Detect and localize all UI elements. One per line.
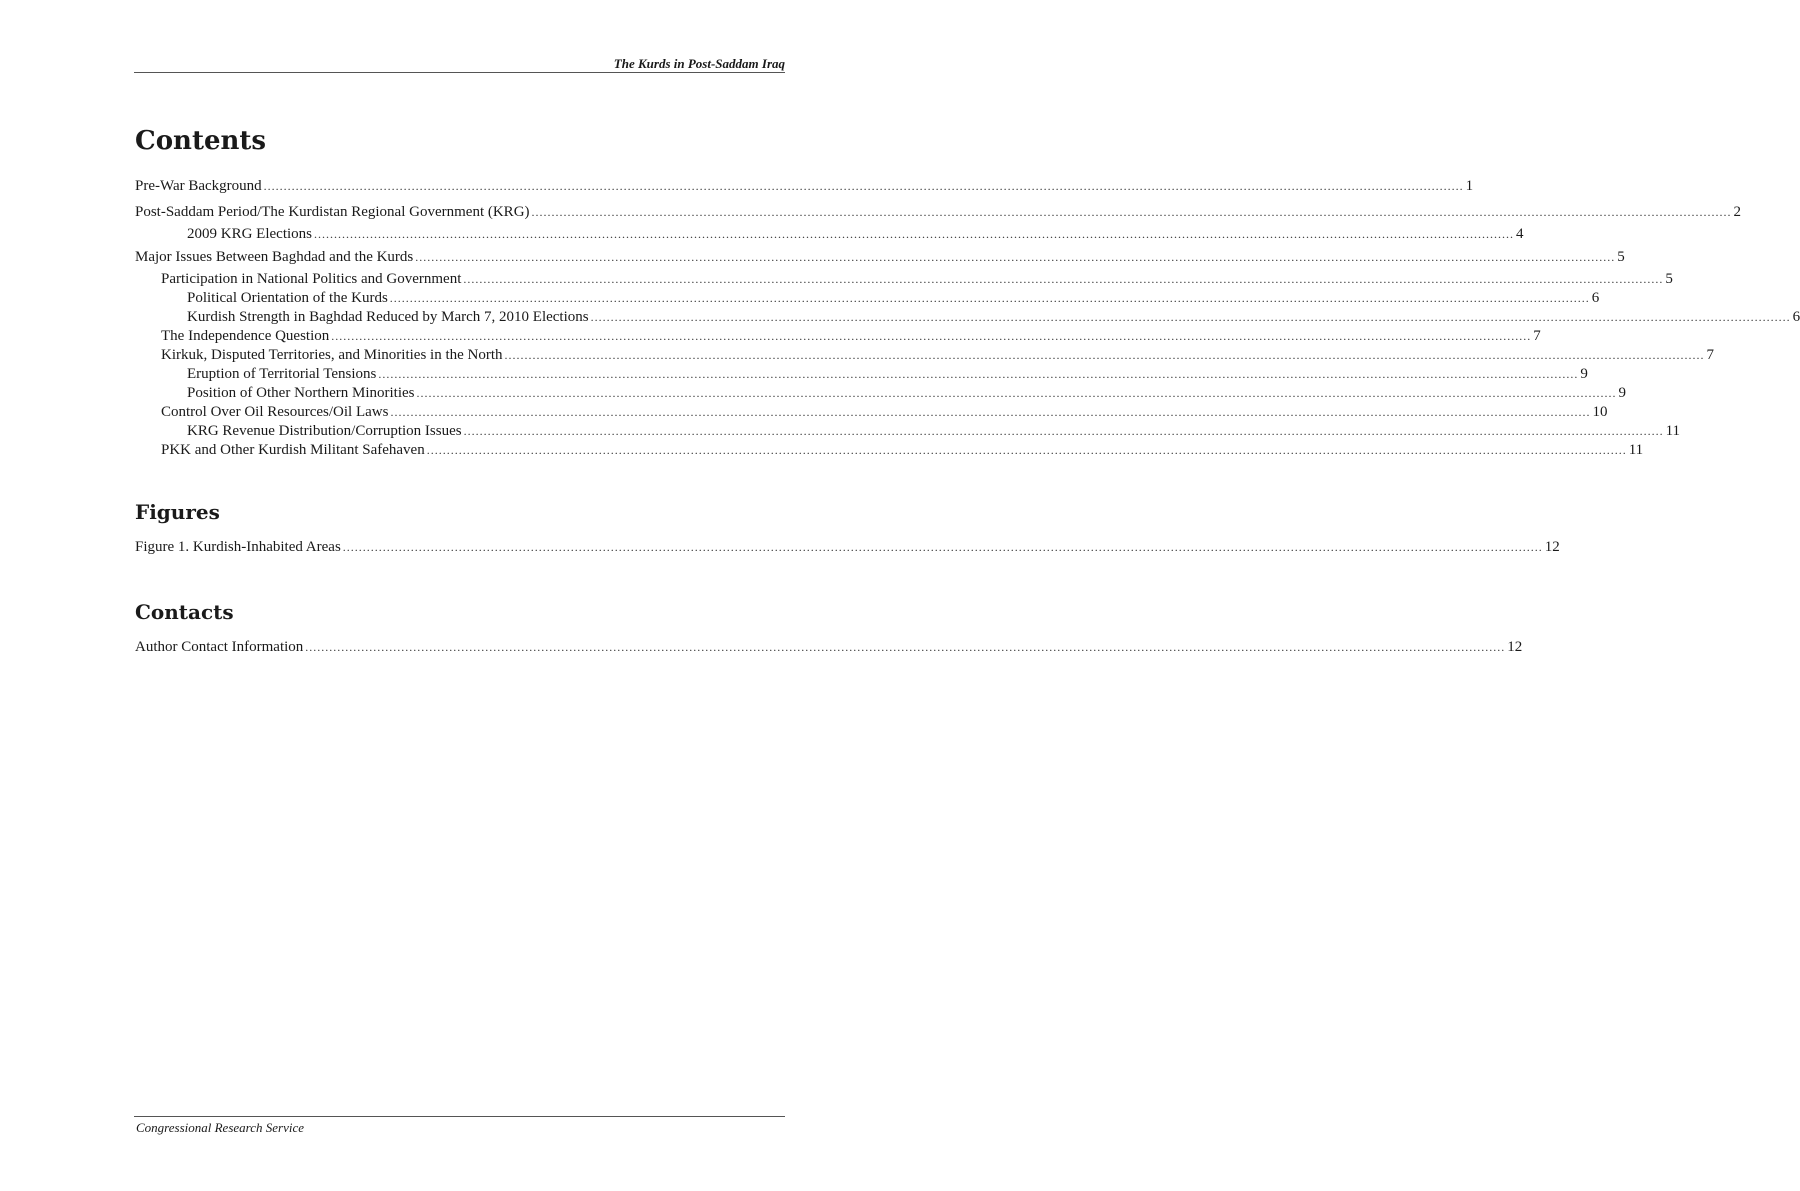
dot-leader: ............................................................................................................................................................................................................................................................................................................ — [415, 250, 1616, 264]
toc-entry-page: 9 — [1618, 385, 1626, 401]
toc-entry-text: Kurdish Strength in Baghdad Reduced by March 7, 2010 Elections — [187, 309, 589, 325]
toc-entry-page: 1 — [1465, 178, 1474, 194]
contacts-heading: Contacts — [135, 600, 234, 624]
toc-entry-page: 6 — [1792, 309, 1800, 325]
toc-entry-text: 2009 KRG Elections — [187, 226, 312, 242]
toc-entry-text: Major Issues Between Baghdad and the Kurds — [135, 249, 414, 265]
toc-entry-text: KRG Revenue Distribution/Corruption Issues — [187, 423, 462, 439]
dot-leader: ............................................................................................................................................................................................................................................................................................................ — [390, 405, 1591, 419]
dot-leader: ............................................................................................................................................................................................................................................................................................................ — [378, 367, 1579, 381]
dot-leader: ............................................................................................................................................................................................................................................................................................................ — [331, 329, 1532, 343]
toc-entry-text: Participation in National Politics and Government — [161, 271, 462, 287]
toc-entry[interactable] — [135, 403, 1608, 422]
dot-leader: ............................................................................................................................................................................................................................................................................................................ — [426, 443, 1627, 457]
toc-entry[interactable] — [135, 422, 1681, 441]
toc-entry-page: 4 — [1516, 226, 1524, 242]
toc-entry-page: 12 — [1507, 639, 1523, 655]
toc-entry-page: 11 — [1665, 423, 1681, 439]
toc-entry[interactable] — [135, 308, 1800, 327]
toc-entry-text: Control Over Oil Resources/Oil Laws — [161, 404, 389, 420]
header-rule — [134, 72, 785, 73]
dot-leader: ............................................................................................................................................................................................................................................................................................................ — [314, 227, 1514, 241]
toc-entry-page: 12 — [1544, 539, 1560, 555]
toc-entry[interactable] — [135, 177, 1474, 196]
toc-entry[interactable] — [135, 384, 1626, 403]
toc-entry-page: 10 — [1592, 404, 1608, 420]
toc-entry[interactable] — [135, 203, 1742, 222]
contents-heading: Contents — [135, 126, 267, 156]
toc-entry-page: 7 — [1706, 347, 1715, 363]
toc-entry-text: Political Orientation of the Kurds — [187, 290, 388, 306]
toc-entry[interactable] — [135, 365, 1588, 384]
running-header: The Kurds in Post-Saddam Iraq — [613, 56, 785, 71]
toc-entry-page: 5 — [1617, 249, 1625, 265]
toc-entry-text: Position of Other Northern Minorities — [187, 385, 415, 401]
toc-entry[interactable] — [135, 270, 1673, 289]
toc-entry-text: Pre-War Background — [135, 178, 262, 194]
dot-leader: ............................................................................................................................................................................................................................................................................................................ — [590, 310, 1791, 324]
toc-entry[interactable] — [135, 248, 1625, 267]
dot-leader: ............................................................................................................................................................................................................................................................................................................ — [416, 386, 1617, 400]
toc-entry-page: 2 — [1733, 204, 1742, 220]
toc-entry-text: Author Contact Information — [135, 639, 304, 655]
toc-entry-page: 9 — [1580, 366, 1588, 382]
toc-entry[interactable] — [135, 638, 1523, 657]
dot-leader: ............................................................................................................................................................................................................................................................................................................ — [305, 640, 1506, 654]
toc-entry-text: PKK and Other Kurdish Militant Safehaven — [161, 442, 425, 458]
toc-entry[interactable] — [135, 441, 1644, 460]
toc-entry-text: Post-Saddam Period/The Kurdistan Regional Government (KRG) — [135, 204, 530, 220]
toc-entry-text: The Independence Question — [161, 328, 330, 344]
dot-leader: ............................................................................................................................................................................................................................................................................................................ — [463, 424, 1664, 438]
toc-entry-text: Kirkuk, Disputed Territories, and Minorities in the North — [161, 347, 503, 363]
toc-entry[interactable] — [135, 538, 1560, 557]
toc-entry-text: Eruption of Territorial Tensions — [187, 366, 377, 382]
dot-leader: ............................................................................................................................................................................................................................................................................................................ — [531, 205, 1732, 219]
dot-leader: ............................................................................................................................................................................................................................................................................................................ — [504, 348, 1705, 362]
toc-entry-text: Figure 1. Kurdish-Inhabited Areas — [135, 539, 341, 555]
toc-entry[interactable] — [135, 225, 1524, 244]
toc-entry-page: 11 — [1628, 442, 1644, 458]
toc-entry[interactable] — [135, 327, 1541, 346]
running-footer: Congressional Research Service — [136, 1120, 304, 1135]
dot-leader: ............................................................................................................................................................................................................................................................................................................ — [389, 291, 1590, 305]
toc-entry-page: 5 — [1665, 271, 1673, 287]
toc-entry[interactable] — [135, 346, 1715, 365]
dot-leader: ............................................................................................................................................................................................................................................................................................................ — [342, 540, 1543, 554]
toc-entry-page: 6 — [1591, 290, 1600, 306]
footer-rule — [134, 1116, 785, 1117]
figures-heading: Figures — [135, 500, 220, 524]
toc-entry-page: 7 — [1533, 328, 1541, 344]
dot-leader: ............................................................................................................................................................................................................................................................................................................ — [263, 179, 1464, 193]
dot-leader: ............................................................................................................................................................................................................................................................................................................ — [463, 272, 1664, 286]
toc-entry[interactable] — [135, 289, 1600, 308]
